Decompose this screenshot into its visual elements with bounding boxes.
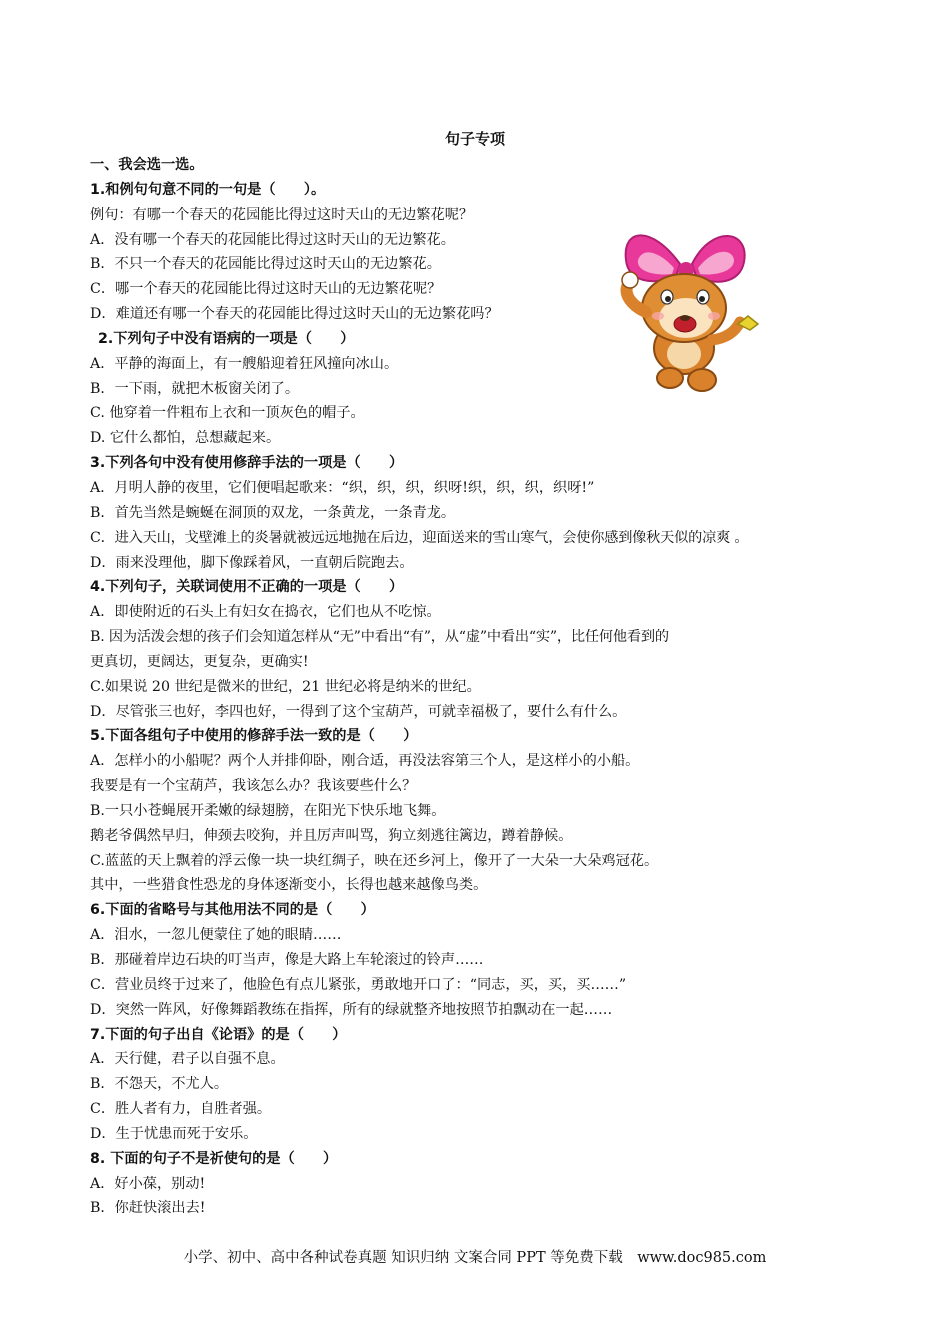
- q5-option-b-2: 鹅老爷偶然早归，伸颈去咬狗，并且厉声叫骂，狗立刻逃往篱边，蹲着静候。: [90, 827, 573, 844]
- q1-option-d: D．难道还有哪一个春天的花园能比得过这时天山的无边繁花吗？: [90, 306, 499, 323]
- q6-option-c: C．营业员终于过来了，他脸色有点儿紧张，勇敢地开口了：“同志，买，买，买……”: [90, 976, 627, 993]
- question-4: 4.下列句子，关联词使用不正确的一项是（ ）: [90, 579, 404, 596]
- q4-option-b: B. 因为活泼会想的孩子们会知道怎样从“无”中看出“有”，从“虚”中看出“实”，比任何他看到的: [90, 629, 669, 646]
- q3-option-a: A．月明人静的夜里，它们便唱起歌来：“织，织，织，织呀!织，织，织，织呀!”: [90, 479, 595, 496]
- q7-option-b: B．不怨天，不尤人。: [90, 1076, 229, 1093]
- question-7: 7.下面的句子出自《论语》的是（ ）: [90, 1026, 347, 1043]
- q2-option-c: C. 他穿着一件粗布上衣和一顶灰色的帽子。: [90, 405, 365, 422]
- question-6: 6.下面的省略号与其他用法不同的是（ ）: [90, 902, 375, 919]
- q3-option-b: B．首先当然是蜿蜒在洞顶的双龙，一条黄龙，一条青龙。: [90, 504, 456, 521]
- q4-option-a: A．即使附近的石头上有妇女在捣衣，它们也从不吃惊。: [90, 604, 441, 621]
- q8-option-a: A．好小葆，别动!: [90, 1175, 206, 1192]
- q5-option-c-2: 其中，一些猎食性恐龙的身体逐渐变小，长得也越来越像鸟类。: [90, 877, 488, 894]
- q1-option-a: A．没有哪一个春天的花园能比得过这时天山的无边繁花。: [90, 231, 455, 248]
- q4-option-d: D．尽管张三也好，李四也好，一得到了这个宝葫芦，可就幸福极了，要什么有什么。: [90, 703, 627, 720]
- q2-option-a: A．平静的海面上，有一艘船迎着狂风撞向冰山。: [90, 355, 399, 372]
- q4-option-b-cont: 更真切，更阔达，更复杂，更确实!: [90, 653, 309, 670]
- question-3: 3.下列各句中没有使用修辞手法的一项是（ ）: [90, 455, 404, 472]
- q2-option-d: D. 它什么都怕，总想藏起来。: [90, 430, 281, 447]
- q2-option-b: B．一下雨，就把木板窗关闭了。: [90, 380, 300, 397]
- q7-option-d: D．生于忧患而死于安乐。: [90, 1125, 258, 1142]
- question-8: 8. 下面的句子不是祈使句的是（ ）: [90, 1150, 338, 1167]
- q3-option-c: C．进入天山，戈壁滩上的炎暑就被远远地抛在后边，迎面送来的雪山寒气，会使你感到像秋天似的凉爽 。: [90, 529, 749, 546]
- q8-option-b: B．你赶快滚出去!: [90, 1200, 206, 1217]
- q3-option-d: D．雨来没理他，脚下像踩着风，一直朝后院跑去。: [90, 554, 414, 571]
- page-footer: 小学、初中、高中各种试卷真题 知识归纳 文案合同 PPT 等免费下载 www.doc985.com: [183, 1250, 767, 1266]
- question-2: 2.下列句子中没有语病的一项是（ ）: [98, 330, 355, 347]
- q5-option-c: C.蓝蓝的天上飘着的浮云像一块一块红绸子，映在还乡河上，像开了一大朵一大朵鸡冠花。: [90, 852, 659, 869]
- q1-example: 例句：有哪一个春天的花园能比得过这时天山的无边繁花呢？: [90, 206, 474, 223]
- q5-option-a-2: 我要是有一个宝葫芦，我该怎么办？我该要些什么？: [90, 778, 417, 795]
- q6-option-a: A．泪水，一忽儿便蒙住了她的眼睛……: [90, 927, 342, 944]
- q6-option-b: B．那碰着岸边石块的叮当声，像是大路上车轮滚过的铃声……: [90, 952, 484, 968]
- q7-option-a: A．天行健，君子以自强不息。: [90, 1051, 285, 1068]
- q7-option-c: C．胜人者有力，自胜者强。: [90, 1101, 272, 1118]
- question-5: 5.下面各组句子中使用的修辞手法一致的是（ ）: [90, 728, 418, 745]
- q6-option-d: D．突然一阵风，好像舞蹈教练在指挥，所有的绿就整齐地按照节拍飘动在一起……: [90, 1001, 613, 1018]
- q1-option-c: C．哪一个春天的花园能比得过这时天山的无边繁花呢？: [90, 281, 442, 298]
- q4-option-c: C.如果说 20 世纪是微米的世纪，21 世纪必将是纳米的世纪。: [90, 678, 481, 695]
- cartoon-mascot-icon: [612, 220, 762, 395]
- q1-option-b: B．不只一个春天的花园能比得过这时天山的无边繁花。: [90, 256, 441, 273]
- q5-option-a: A．怎样小的小船呢？两个人并排仰卧，刚合适，再没法容第三个人，是这样小的小船。: [90, 753, 640, 770]
- q5-option-b: B.一只小苍蝇展开柔嫩的绿翅膀，在阳光下快乐地飞舞。: [90, 802, 446, 819]
- page-title: 句子专项: [444, 130, 505, 148]
- question-1: 1.和例句句意不同的一句是（ ）。: [90, 181, 326, 198]
- section-heading: 一、我会选一选。: [90, 157, 204, 173]
